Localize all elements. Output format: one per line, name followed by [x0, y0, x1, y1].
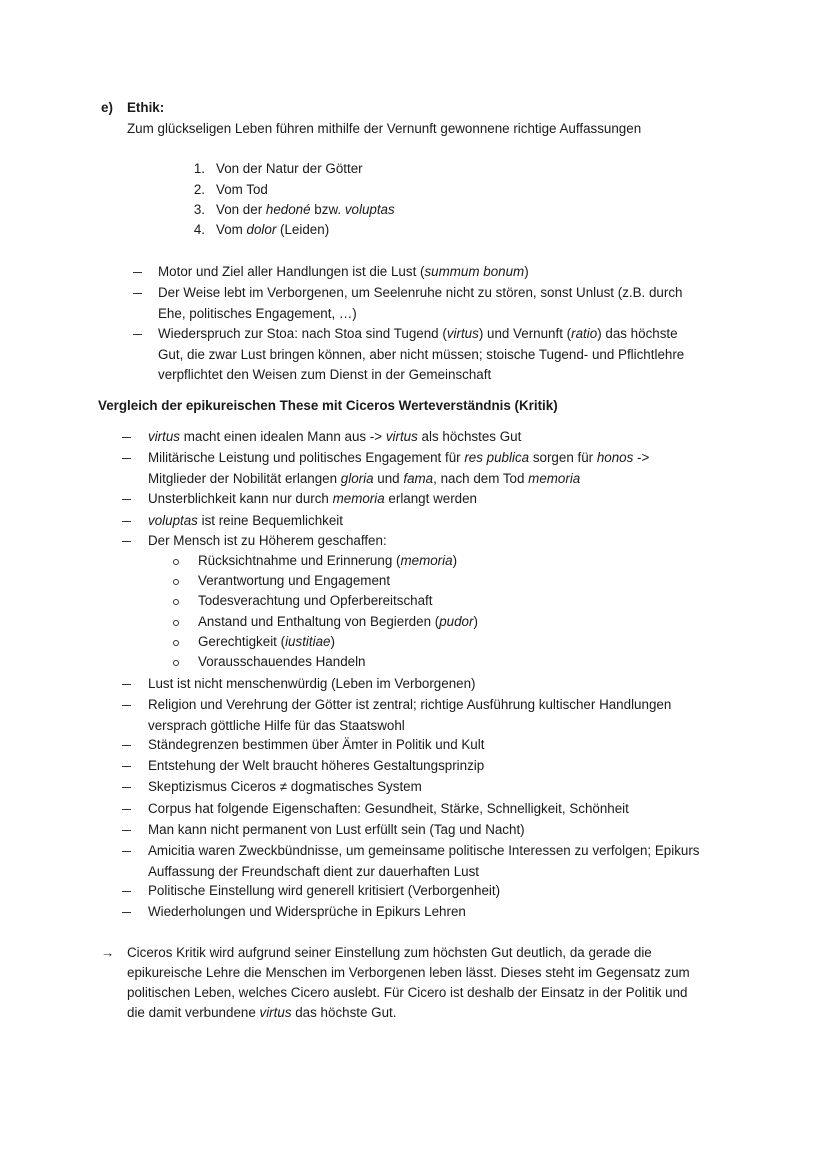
dash-bullet-icon	[122, 684, 131, 685]
bullet-item: Politische Einstellung wird generell kritisiert (Verborgenheit)	[148, 883, 501, 898]
conclusion-line: epikureische Lehre die Menschen im Verborgenen leben lässt. Dieses steht im Gegensatz zum	[127, 965, 690, 980]
bullet-item: Der Weise lebt im Verborgenen, um Seelenruhe nicht zu stören, sonst Unlust (z.B. durch	[158, 285, 683, 300]
sub-bullet-item: Vorausschauendes Handeln	[198, 654, 366, 669]
circle-bullet-icon	[173, 599, 179, 605]
bullet-item: Auffassung der Freundschaft dient zur dauerhaften Lust	[148, 863, 480, 879]
circle-bullet-icon	[173, 640, 179, 646]
comparison-heading: Vergleich der epikureischen These mit Ciceros Werteverständnis (Kritik)	[98, 398, 558, 413]
numbered-item: Von der hedoné bzw. voluptas	[216, 202, 395, 217]
dash-bullet-icon	[122, 437, 131, 438]
numbered-item: Vom Tod	[216, 182, 268, 197]
circle-bullet-icon	[173, 620, 179, 626]
dash-bullet-icon	[122, 787, 131, 788]
circle-bullet-icon	[173, 660, 179, 666]
bullet-item: Motor und Ziel aller Handlungen ist die Lust (summum bonum)	[158, 264, 529, 279]
bullet-item: Amicitia waren Zweckbündnisse, um gemeinsame politische Interessen zu verfolgen; Epikurs	[148, 843, 700, 858]
sub-bullet-item: Rücksichtnahme und Erinnerung (memoria)	[198, 553, 458, 568]
dash-bullet-icon	[133, 272, 142, 273]
circle-bullet-icon	[173, 559, 179, 565]
numbered-item: Von der Natur der Götter	[216, 161, 363, 176]
conclusion-line: Ciceros Kritik wird aufgrund seiner Einstellung zum höchsten Gut deutlich, da gerade die	[127, 945, 652, 960]
list-number: 3.	[193, 202, 205, 217]
bullet-item: Gut, die zwar Lust bringen können, aber nicht müssen; stoische Tugend- und Pflichtlehre	[158, 346, 685, 362]
dash-bullet-icon	[122, 809, 131, 810]
dash-bullet-icon	[122, 891, 131, 892]
dash-bullet-icon	[122, 912, 131, 913]
sub-bullet-item: Gerechtigkeit (iustitiae)	[198, 634, 335, 649]
sub-bullet-item: Verantwortung und Engagement	[198, 573, 391, 588]
sub-bullet-item: Todesverachtung und Opferbereitschaft	[198, 593, 433, 608]
dash-bullet-icon	[122, 705, 131, 706]
bullet-item: Mitglieder der Nobilität erlangen gloria und fama, nach dem Tod memoria	[148, 470, 581, 486]
dash-bullet-icon	[122, 745, 131, 746]
bullet-item: Man kann nicht permanent von Lust erfüllt sein (Tag und Nacht)	[148, 822, 525, 837]
dash-bullet-icon	[122, 766, 131, 767]
bullet-item: voluptas ist reine Bequemlichkeit	[148, 513, 344, 528]
bullet-item: versprach göttliche Hilfe für das Staatswohl	[148, 717, 405, 733]
dash-bullet-icon	[122, 541, 131, 542]
dash-bullet-icon	[133, 293, 142, 294]
bullet-item: Lust ist nicht menschenwürdig (Leben im Verborgenen)	[148, 676, 476, 691]
conclusion-line: die damit verbundene virtus das höchste Gut.	[127, 1005, 397, 1020]
bullet-item: Ständegrenzen bestimmen über Ämter in Politik und Kult	[148, 737, 485, 752]
sub-bullet-item: Anstand und Enthaltung von Begierden (pudor)	[198, 614, 478, 629]
bullet-item: Skeptizismus Ciceros ≠ dogmatisches System	[148, 779, 422, 794]
list-number: 1.	[193, 161, 205, 176]
bullet-item: Corpus hat folgende Eigenschaften: Gesundheit, Stärke, Schnelligkeit, Schönheit	[148, 801, 629, 816]
section-intro: Zum glückseligen Leben führen mithilfe der Vernunft gewonnene richtige Auffassungen	[127, 121, 642, 136]
bullet-item: Wiederspruch zur Stoa: nach Stoa sind Tugend (virtus) und Vernunft (ratio) das höchste	[158, 326, 678, 341]
arrow-icon: →	[101, 945, 115, 960]
list-number: 4.	[193, 222, 205, 237]
dash-bullet-icon	[122, 830, 131, 831]
bullet-item: Unsterblichkeit kann nur durch memoria erlangt werden	[148, 491, 477, 506]
bullet-item: Ehe, politisches Engagement, …)	[158, 305, 357, 321]
bullet-item: Der Mensch ist zu Höherem geschaffen:	[148, 533, 387, 548]
numbered-item: Vom dolor (Leiden)	[216, 222, 330, 237]
dash-bullet-icon	[122, 499, 131, 500]
conclusion-line: politischen Leben, welches Cicero auslebt. Für Cicero ist deshalb der Einsatz in der Politik und	[127, 985, 688, 1000]
bullet-item: Entstehung der Welt braucht höheres Gestaltungsprinzip	[148, 758, 485, 773]
dash-bullet-icon	[133, 334, 142, 335]
bullet-item: verpflichtet den Weisen zum Dienst in der Gemeinschaft	[158, 367, 492, 382]
dash-bullet-icon	[122, 458, 131, 459]
bullet-item: Militärische Leistung und politisches Engagement für res publica sorgen für honos ->	[148, 450, 650, 465]
circle-bullet-icon	[173, 579, 179, 585]
dash-bullet-icon	[122, 851, 131, 852]
list-number: 2.	[193, 182, 205, 197]
dash-bullet-icon	[122, 521, 131, 522]
section-label: e)	[101, 100, 113, 115]
section-title: Ethik:	[127, 100, 165, 115]
bullet-item: virtus macht einen idealen Mann aus -> virtus als höchstes Gut	[148, 429, 522, 444]
bullet-item: Wiederholungen und Widersprüche in Epikurs Lehren	[148, 904, 466, 919]
bullet-item: Religion und Verehrung der Götter ist zentral; richtige Ausführung kultischer Handlungen	[148, 697, 672, 712]
